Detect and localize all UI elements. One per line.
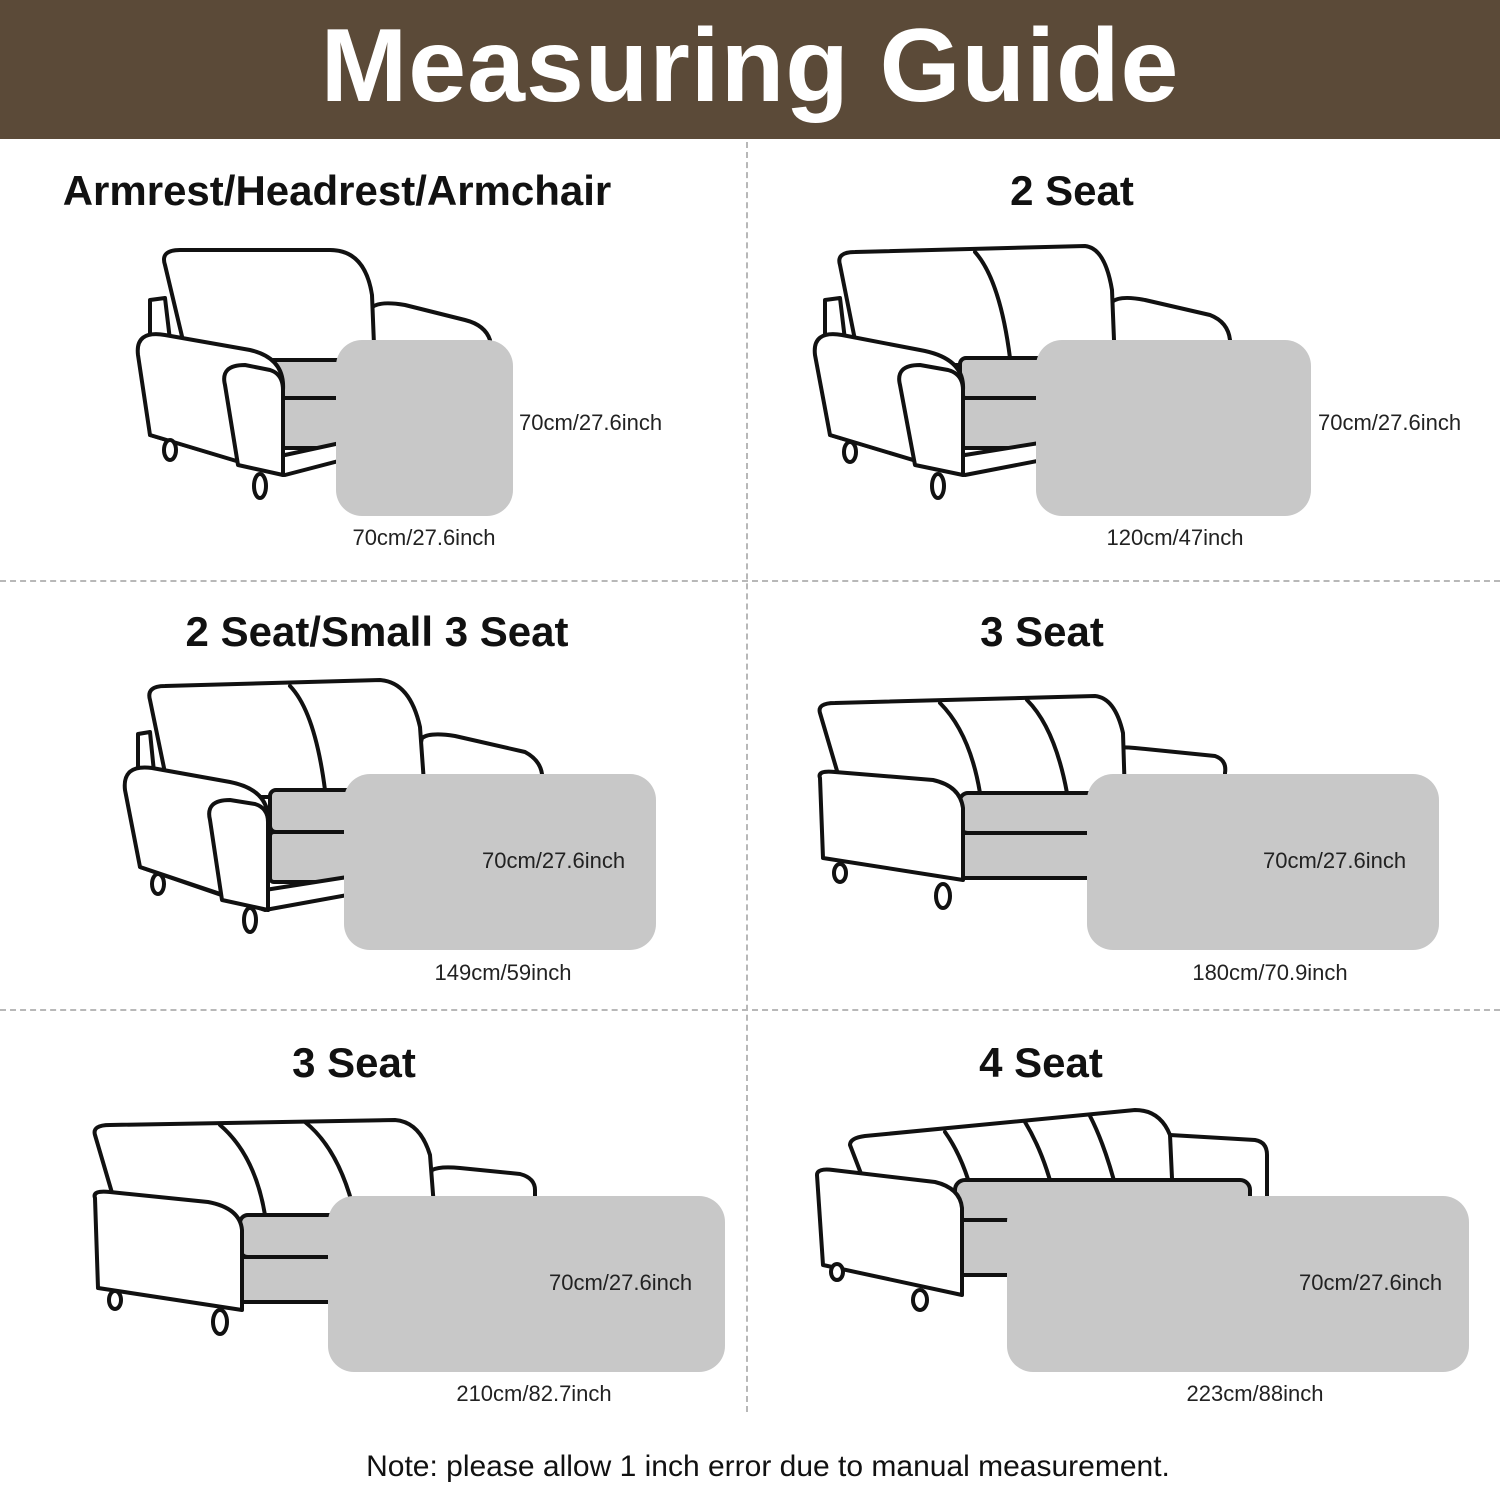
width-label: 149cm/59inch — [434, 960, 572, 985]
section-title: 2 Seat — [1010, 167, 1134, 214]
horizontal-divider-2 — [0, 1009, 1500, 1011]
width-label: 70cm/27.6inch — [352, 525, 496, 550]
horizontal-divider-1 — [0, 580, 1500, 582]
height-label: 70cm/27.6inch — [549, 1270, 693, 1295]
measurement-panel — [336, 340, 513, 516]
height-label: 70cm/27.6inch — [1263, 848, 1407, 873]
height-label: 70cm/27.6inch — [1299, 1270, 1443, 1295]
footnote: Note: please allow 1 inch error due to manual measurement. — [366, 1450, 1170, 1483]
section-title: Armrest/Headrest/Armchair — [62, 167, 612, 214]
section-title: 3 Seat — [292, 1039, 416, 1086]
width-label: 120cm/47inch — [1106, 525, 1244, 550]
height-label: 70cm/27.6inch — [1318, 410, 1462, 435]
width-label: 180cm/70.9inch — [1192, 960, 1348, 985]
vertical-divider — [746, 142, 748, 1412]
section-title: 2 Seat/Small 3 Seat — [185, 608, 569, 655]
header-banner — [0, 0, 1500, 139]
width-label: 223cm/88inch — [1186, 1381, 1324, 1406]
measurement-panel — [1036, 340, 1311, 516]
section-title: 4 Seat — [979, 1039, 1103, 1086]
section-title: 3 Seat — [980, 608, 1104, 655]
page-title: Measuring Guide — [320, 7, 1180, 124]
height-label: 70cm/27.6inch — [519, 410, 663, 435]
height-label: 70cm/27.6inch — [482, 848, 626, 873]
width-label: 210cm/82.7inch — [456, 1381, 612, 1406]
